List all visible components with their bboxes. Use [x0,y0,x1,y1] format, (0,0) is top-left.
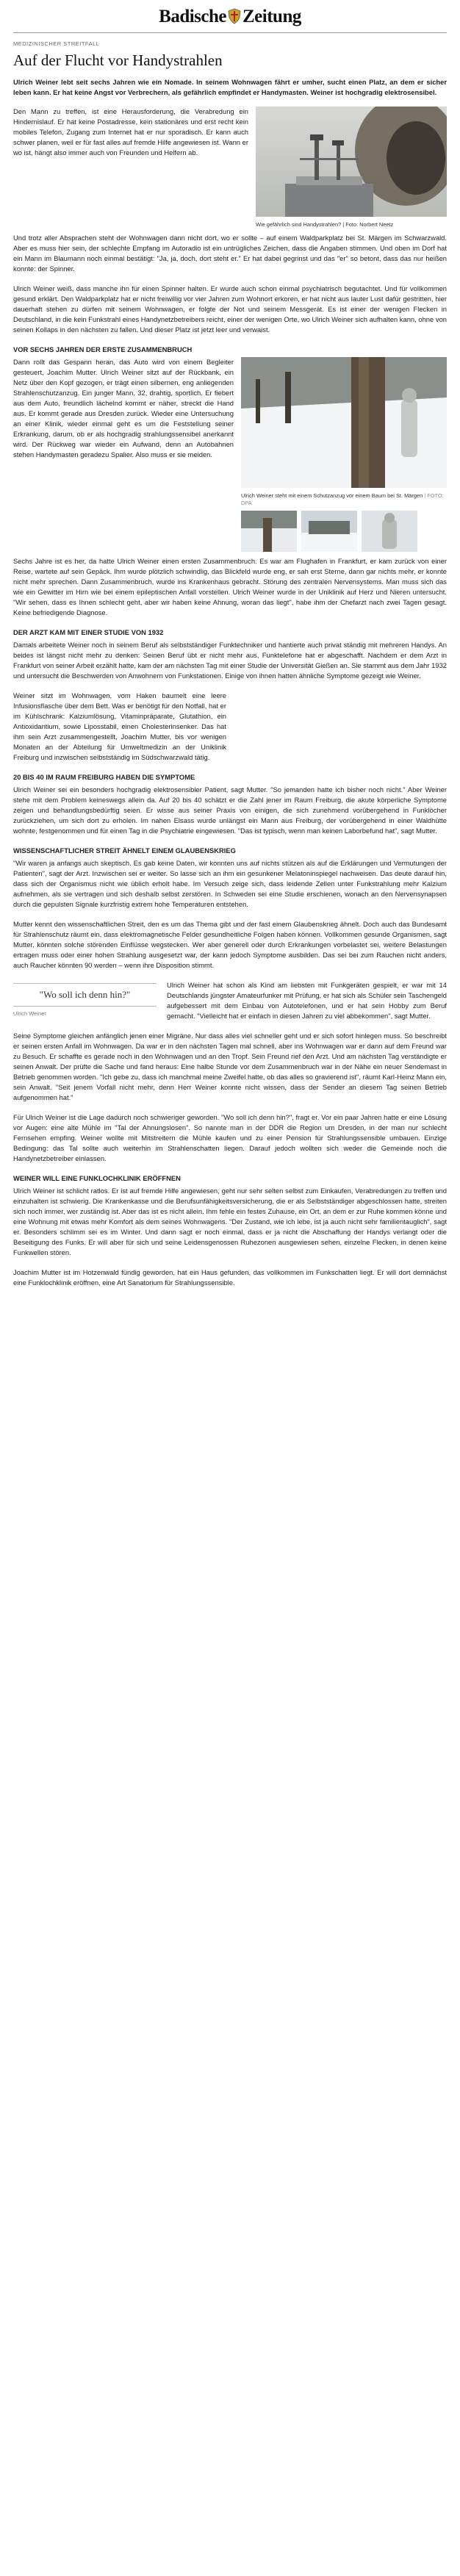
gallery-thumbnails[interactable] [241,511,447,552]
masthead-name-left: Badische [159,7,226,26]
paragraph-6: Damals arbeitete Weiner noch in seinem Beruf als selbstständiger Funktechniker und hantierte auch privat ständig mit mehreren Handys. An beides ist längst nicht mehr zu denken: Seinen Beruf übt er nicht mehr aus, Funktelefone hat er abgeschafft. Nachdem er dem Arzt in Frankfurt von seiner Arbeit erzählt hatte, kam der am nächsten Tag mit einer Studie der Universität Gießen an. Sie stammt aus dem Jahr 1932 und untersucht die Beschwerden von Anwohnern von Funkstationen. Einige von ihnen hatten ähnliche Symptome gezeigt wie Weiner. [13,641,447,680]
paragraph-14: Ulrich Weiner ist schlicht ratlos. Er ist auf fremde Hilfe angewiesen, geht nur sehr selten selbst zum Einkaufen, Verabredungen zu treffen und einzuhalten ist schwierig. Die Krankenkasse und die Berufsunfähigkeitsversicherung, die er als Selbstständiger abgeschlossen hatte, streiten sich noch immer, wer zuständig ist. Aber das ist es nicht allein. Ihm fehle ein festes Zuhause, ein Ort, an dem er zur Ruhe kommen könne und eine Wohnung mit etwas mehr Komfort als dem seines Wohnwagens. "Der Zustand, wie ich lebe, ist ja auch nicht sehr familientauglich", sagt er. Besonders schlimm sei es im Winter. Und dann sagt er noch einmal, dass er ja nicht die Abschaffung der Handys verlangt oder die Beseitigung des Funks. Er will aber für sich und seine Leidensgenossen Ruhezonen ausgewiesen sehen, einzelne Flecken, in denen keine Funkwellen stören. [13,1187,447,1256]
figure-snow-caption-text: Ulrich Weiner steht mit einem Schutzanzug vor einem Baum bei St. Märgen [241,492,423,499]
figure-mast-caption: Wie gefährlich sind Handystrahlen? | Foto: Norbert Neetz [256,221,394,228]
paragraph-3: Ulrich Weiner weiß, dass manche ihn für einen Spinner halten. Er wurde auch schon einmal psychiatrisch begutachtet. Und für vollkommen gesund erklärt. Den Waldparkplatz hat er nicht freiwillig vor vier Jahren zum Wohnort erkoren, er hat nicht aus lauter Lust dafür gestritten, hier dauerhaft stehen zu dürfen mit seinem Wohnwagen, er folgte der Not und seinem Messgerät. Es ist einer der wenigen Flecken in Deutschland, in die kein Funkstrahl eines Handynetzbetreibers reicht, einer der wenigen Orte, wo Ulrich Weiner sich aufhalten kann, ohne von seinen Kollaps in den nächsten zu fallen. Und dieser Platz ist jetzt leer und verwaist. [13,284,447,334]
photo-phone-mast[interactable] [256,107,447,217]
paragraph-7: Weiner sitzt im Wohnwagen, vom Haken baumelt eine leere Infusionsflasche über dem Bett. Was er benötigt für den Notfall, hat er im Kühlschrank: Kalziumlösung, Vitaminpräparate, Glutathion, ein Antioxidantium, sowie Liposstabil, einen Cholesterinsenker. Das hat ihm sein Arzt zusammengestellt, Joachim Mutter, bis vor wenigen Monaten an der Abteilung für Umweltmedizin an der Uniklinik Freiburg und inzwischen selbstständig im Südschwarzwald tätig. [13,691,226,761]
griffin-crest-icon [227,8,242,24]
paragraph-10: Mutter kennt den wissenschaftlichen Streit, den es um das Thema gibt und der fast einem Glaubenskrieg ähnelt. Doch auch das Bundesamt für Strahlenschutz räumt ein, dass elektromagnetische Felder gesundheitliche Folgen haben können. Vollkommen gesunde Organismen, sagt Mutter, könnten solche störenden Einflüsse wegstecken. Wer aber generell oder durch Erkrankungen vorbelastet sei, weitere Belastungen ertragen muss oder einer hohen Strahlung ausgesetzt war, der kann jedoch Symptome ausbilden. Das sei bei zum Rauchen nicht anders, auch Raucher könnten 90 werden – wenn ihre Disposition stimmt. [13,920,447,969]
masthead-divider [13,32,447,33]
paragraph-11: Ulrich Weiner hat schon als Kind am liebsten mit Funkgeräten gespielt, er war mit 14 Deutschlands jüngster Amateurfunker mit Prüfung, er hat sich als Schüler sein Taschengeld aufgebessert mit dem Einbau von Autotelefonen, und er hat sein Hobby zum Beruf gemacht. "Vielleicht hat er einfach in diesen Jahren zu viel abbekommen", sagt Mutter. [167,981,447,1020]
article-headline: Auf der Flucht vor Handystrahlen [13,51,223,69]
figure-mast[interactable] [256,107,447,229]
paragraph-8: Ulrich Weiner sei ein besonders hochgradig elektrosensibler Patient, sagt Mutter. "So jemanden hatte ich bisher noch nicht." Aber Weiner stehe mit dem Problem keineswegs allein da. Auf 20 bis 40 schätzt er die Zahl jener im Raum Freiburg, die akute körperliche Symptome zeigen und behandlungsbedürftig seien. Er wisse aus seiner Praxis von einigen, die sich zunehmend vorübergehend in Funklöcher zurückziehen, um sich dort zu erholen. Im nahen Elsass wurde unlängst ein Mann aus Freiburg, der vorübergehend in einer Waldhütte wohnte, festgenommen und für einen Tag in die Psychiatrie eingewiesen. "Das ist typisch, wenn man keinen Laborbefund hat", sagt Mutter. [13,785,447,835]
article-page [13,0,447,1288]
masthead-logo[interactable] [159,4,301,29]
figure-snow-source: | FOTO: DPA [241,492,444,506]
subheading-2: DER ARZT KAM MIT EINER STUDIE VON 1932 [13,628,164,636]
pullquote-text: "Wo soll ich denn hin?" [13,983,157,1007]
paragraph-1: Den Mann zu treffen, ist eine Herausforderung, die Verabredung ein Hindernislauf. Er hat keine Postadresse, kein stationäres und erst recht kein mobiles Telefon, Zugang zum Internet hat er nur sporadisch. Er kann auch schwer planen, weil er für fast alles auf fremde Hilfe angewiesen ist. Wann er wo ist, hängt also immer auch von Freunden und Helfern ab. [13,107,248,156]
subheading-1: VOR SECHS JAHREN DER ERSTE ZUSAMMENBRUCH [13,345,193,353]
subheading-5: WEINER WILL EINE FUNKLOCHKLINIK ERÖFFNEN [13,1174,181,1182]
subheading-4: WISSENSCHAFTLICHER STREIT ÄHNELT EINEM GLAUBENSKRIEG [13,846,236,855]
paragraph-4: Dann rollt das Gespann heran, das Auto wird von einem Begleiter gesteuert, Joachim Mutter. Ulrich Weiner sitzt auf der Rückbank, ein Netz über den Kopf gezogen, er trägt einen silbernen, eng anliegenden Strahlenschutzanzug. Ein junger Mann, 32, drahtig, sportlich. Er fiebert aus dem Auto, freundlich lächelnd kommt er näher, streckt die Hand aus. Er kommt gerade aus Dresden zurück. Wieder eine Untersuchung an einer Klinik, wieder einmal geht es um die Feststellung seiner Erkrankung, darum, ob er als hochgradig strahlungssensibel anerkannt wird. Der Rückweg war wieder ein Aufwand, denn an Autobahnen stehen Handymasten geradezu Spalier. Also muss er sie meiden. [13,358,234,458]
gallery-thumb-2[interactable] [301,511,357,552]
paragraph-13: Für Ulrich Weiner ist die Lage dadurch noch schwieriger geworden. "Wo soll ich denn hin?", fragt er. Vor ein paar Jahren hatte er eine Lösung vor Augen: eine alte Mühle im "Tal der Ahnungslosen". So nannte man in der DDR die Region um Dresden, in der man nur schlecht Fernsehen empfing. Weiner wollte mit Mitstreitern die Mühle kaufen und zu einer Pension für Strahlungssensible umbauen. Einzige Bedingung: das Tal sollte auch weiterhin im Strahlenschatten liegen. Darauf jedoch wollten sich weder die Gemeinde noch die Handynetzbetreiber einlassen. [13,1113,447,1162]
figure-snow[interactable] [241,357,447,552]
paragraph-15: Joachim Mutter ist im Hotzenwald fündig geworden, hat ein Haus gefunden, das vollkommen im Funkschatten liegt. Er will dort demnächst eine Funklochklinik eröffnen, eine Art Sanatorium für Strahlungssensible. [13,1268,447,1287]
paragraph-5: Sechs Jahre ist es her, da hatte Ulrich Weiner einen ersten Zusammenbruch. Es war am Flughafen in Frankfurt, er kam zurück von einer Reise, wartete auf sein Gepäck. Ihm wurde plötzlich schwindlig, das Blickfeld wurde eng, er sah erst Sterne, dann gar nichts mehr, er konnte nicht mehr sprechen. Dann Zusammenbruch, wurde ins Krankenhaus gebracht. Störung des zentralen Nervensystems. Man muss sich das wie ein Gewitter im Hirn wie bei einem epileptischen Anfall vorstellen. Ulrich Weiner wurde in der Uniklinik auf Herz und Nieren untersucht. "Wir sehen, dass es Ihnen schlecht geht, aber wir haben keine Ahnung, woran das liegt", habe ihm der Chefarzt nach zwei Tagen gesagt. Keine befriedigende Diagnose. [13,557,447,616]
paragraph-9: "Wir waren ja anfangs auch skeptisch. Es gab keine Daten, wir konnten uns auf nichts stützen als auf die Erklärungen und Vermutungen der Patienten", sagt der Arzt. Inzwischen sei er weiter. So lasse sich an ihm ein gesunkener Melatoninspiegel nachweisen. Das deute darauf hin, dass sich der Organismus nicht wie üblich erholt habe. Im Versuch zeige sich, dass leidende Zellen unter Funkstrahlung mehr Kalzium aufnehmen, als sie vertragen und sich deshalb selbst zerstören. In Schweden sei eine Studie erschienen, wonach an den Nervensynapsen durch die gepulsten Signale kurzfristig extrem hohe Temperaturen entstehen. [13,859,447,908]
pullquote-author: Ulrich Weiner [13,1010,46,1017]
masthead-name-right: Zeitung [242,7,301,26]
photo-man-in-snow[interactable] [241,357,447,488]
article-lead: Ulrich Weiner lebt seit sechs Jahren wie ein Nomade. In seinem Wohnwagen fährt er umher, sucht einen Platz, an dem er sicher leben kann. Er hat keine Angst vor Verbrechern, als gefährlich empfindet er Handymasten. Weiner ist hochgradig elektrosensibel. [13,78,447,96]
subheading-3: 20 BIS 40 IM RAUM FREIBURG HABEN DIE SYMPTOME [13,773,195,781]
gallery-thumb-3[interactable] [362,511,417,552]
paragraph-2: Und trotz aller Absprachen steht der Wohnwagen dann nicht dort, wo er sollte – auf einem Waldparkplatz bei St. Märgen im Schwarzwald. Aber es muss hier sein, der schlechte Empfang im Autoradio ist ein untrügliches Zeichen, dass die Angaben stimmen. Und oben im Dorf hat ein Mann im Blaumann noch einmal bestätigt: "Ja, ja, doch, dort steht er." Er hat dabei gegrinst und das "er" so betont, dass das nur heißen konnte: der Spinner. [13,234,447,273]
pullquote [13,983,157,1019]
figure-snow-caption [241,492,447,507]
gallery-thumb-1[interactable] [241,511,297,552]
paragraph-12: Seine Symptome gleichen anfänglich jenen einer Migräne. Nur dass alles viel schneller geht und er sich sofort hinlegen muss. So beschreibt er seinen ersten Anfall im Wohnwagen. Da war er in den nächsten Tagen mal schnell, aber ins Wohnwagen war er dann auf dem Freund war zu Besuch. Er schaffte es gerade noch in den Wohnwagen und an den Tropf. Sein Freund rief den Arzt. Und am nächsten Tag verständigte er seinen Anwalt. Der prüfte die Sache und fand heraus: Eine halbe Stunde vor dem Zusammenbruch war in der Nähe ein neuer Sendemast in Betrieb genommen worden. "Ich gebe zu, dass ich manchmal meine Zweifel hatte, ob das alles so gravierend ist", räumt Karl-Heinz Mann ein, sein Anwalt. "Seit jenem Vorfall nicht mehr, denn Herr Weiner konnte nicht wissen, dass der Sender an diesem Tag seinen Betrieb aufgenommen hat." [13,1032,447,1101]
article-kicker: MEDIZINISCHER STREITFALL [13,40,100,47]
masthead[interactable] [13,4,447,31]
